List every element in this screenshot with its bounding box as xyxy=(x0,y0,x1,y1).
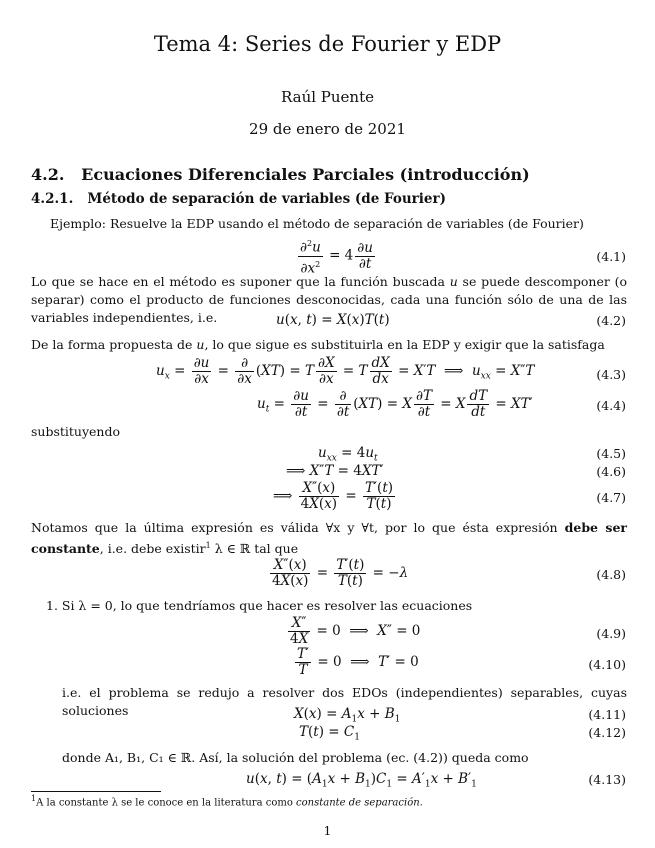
equation-number: (4.8) xyxy=(596,567,626,582)
paragraph-constant: Notamos que la última expresión es válida ∀x y ∀t, por lo que ésta expresión debe ser constante, i.e. debe existir$^1$ λ ∈ ℝ tal que xyxy=(31,520,627,557)
equation-number: (4.5) xyxy=(596,446,626,461)
equation-number: (4.11) xyxy=(588,707,626,722)
footnote-ref[interactable]: 1 xyxy=(205,541,211,550)
equation-number: (4.4) xyxy=(596,398,626,413)
equation-4-6: ⟹ X″T = 4XT′ xyxy=(286,463,384,479)
equation-4-13: u(x, $t) = (A_1x + B_1)C_1 = A'_1x + B'_1$ xyxy=(246,771,477,790)
equation-number: (4.7) xyxy=(596,490,626,505)
equation-number: (4.9) xyxy=(596,626,626,641)
paragraph-solution: donde A₁, B₁, C₁ ∈ ℝ. Así, la solución del problema (ec. (4.2)) queda como xyxy=(62,750,529,765)
list-item-1: 1. Si λ = 0, lo que tendríamos que hacer es resolver las ecuaciones xyxy=(46,598,473,613)
equation-number: (4.2) xyxy=(596,313,626,328)
equation-4-8: $\frac{X''(x)}{4X(x)}$ = $\frac{T'(t)}{T(t)}$ = −λ xyxy=(272,557,409,589)
equation-4-3: $u_x$ = $\frac{\partial u}{\partial x}$ = $\frac{\partial}{\partial x}$ (XT) = T $\frac{\partial X}{\partial x}$ = T $\frac{dX}{dx}$ = X′T ⟹ $u_{xx} = X''T$ xyxy=(156,355,535,387)
equation-4-7: ⟹ $\frac{X''(x)}{4X(x)}$ = $\frac{T'(t)}{T(t)}$ xyxy=(273,480,394,512)
footnote: $^1$A la constante λ se le conoce en la literatura como constante de separación. xyxy=(31,794,423,809)
equation-number: (4.3) xyxy=(596,367,626,382)
section-heading: 4.2. Ecuaciones Diferenciales Parciales (introducción) xyxy=(31,165,530,184)
equation-4-2: u(x, t) = X(x)T(t) xyxy=(276,312,390,328)
paragraph-edos: i.e. el problema se redujo a resolver dos EDOs (independientes) separables, cuyas soluciones xyxy=(62,685,627,718)
page-number: 1 xyxy=(323,823,332,838)
paragraph-method: Lo que se hace en el método es suponer que la función buscada u se puede descomponer (o separar) como el producto de funciones desconocidas, cada una función sólo de una de las variables independientes, i.e. xyxy=(31,274,627,325)
author: Raúl Puente xyxy=(280,88,374,106)
equation-number: (4.6) xyxy=(596,464,626,479)
equation-4-1: $\frac{\partial^2u}{\partial x^2}$ = 4 $\frac{\partial u}{\partial t}$ xyxy=(296,236,377,276)
equation-4-10: $\frac{T'}{T}$ = 0 ⟹ T′ = 0 xyxy=(297,646,419,678)
paragraph-example: Ejemplo: Resuelve la EDP usando el método de separación de variables (de Fourier) xyxy=(50,216,584,231)
date: 29 de enero de 2021 xyxy=(249,120,406,138)
equation-number: (4.10) xyxy=(588,657,626,672)
paragraph-substituting: substituyendo xyxy=(31,424,121,439)
equation-4-4: $u_t$ = $\frac{\partial u}{\partial t}$ = $\frac{\partial}{\partial t}$ (XT) = X $\frac{\partial T}{\partial t}$ = X $\frac{dT}{dt}$ = XT′ xyxy=(257,388,533,420)
subsection-heading: 4.2.1. Método de separación de variables (de Fourier) xyxy=(31,191,447,207)
equation-4-12: $T(t) = C_1$ xyxy=(299,724,360,743)
footnote-rule xyxy=(31,791,161,792)
paragraph-substitute: De la forma propuesta de u, lo que sigue es substituirla en la EDP y exigir que la satisfaga xyxy=(31,337,605,352)
equation-4-11: $X(x) = A_1x + B_1$ xyxy=(294,706,401,725)
equation-4-9: $\frac{X''}{4X}$ = 0 ⟹ X″ = 0 xyxy=(290,615,421,647)
equation-number: (4.12) xyxy=(588,725,626,740)
document-title: Tema 4: Series de Fourier y EDP xyxy=(153,32,502,56)
equation-number: (4.1) xyxy=(596,249,626,264)
equation-number: (4.13) xyxy=(588,772,626,787)
equation-4-5: $u_{xx} = 4u_t$ xyxy=(318,445,378,464)
